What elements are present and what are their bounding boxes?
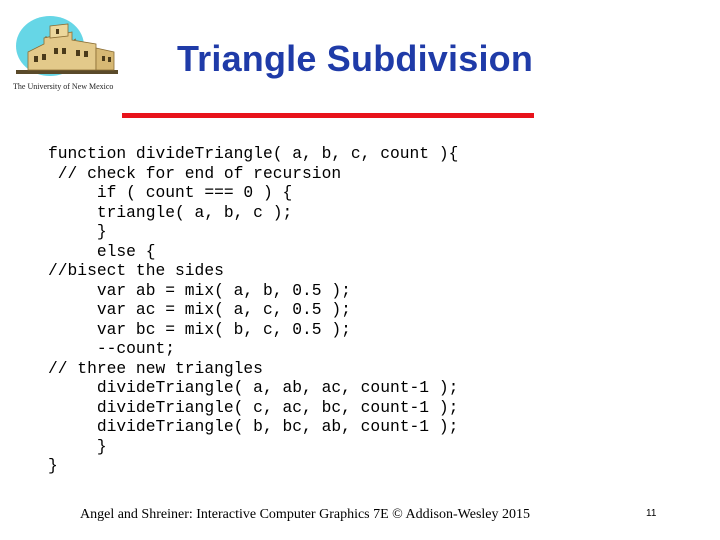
- code-line: else {: [48, 241, 156, 261]
- code-line: function divideTriangle( a, b, c, count ){: [48, 144, 459, 163]
- slide-title: Triangle Subdivision: [176, 38, 534, 79]
- code-line: if ( count === 0 ) {: [48, 183, 293, 202]
- code-line: }: [48, 456, 58, 475]
- page-number: 11: [646, 508, 657, 519]
- code-line: var bc = mix( b, c, 0.5 );: [48, 319, 351, 339]
- code-line: }: [48, 222, 107, 241]
- code-line: divideTriangle( a, ab, ac, count-1 );: [48, 378, 459, 397]
- code-line: var ac = mix( a, c, 0.5 );: [48, 300, 351, 319]
- university-logo: [10, 14, 122, 98]
- title-divider: [122, 113, 534, 118]
- code-line: var ab = mix( a, b, 0.5 );: [48, 280, 351, 300]
- code-line: divideTriangle( b, bc, ab, count-1 );: [48, 417, 459, 436]
- code-line: divideTriangle( c, ac, bc, count-1 );: [48, 397, 459, 417]
- code-line: --count;: [48, 339, 176, 358]
- code-block: [48, 144, 458, 476]
- code-line: }: [48, 436, 107, 456]
- logo-caption: The University of New Mexico: [13, 82, 114, 91]
- footer-credit: Angel and Shreiner: Interactive Computer Graphics 7E © Addison-Wesley 2015: [80, 507, 531, 522]
- university-building-icon: [10, 14, 122, 82]
- code-line: // check for end of recursion: [48, 163, 342, 183]
- code-line: // three new triangles: [48, 358, 263, 378]
- code-line: //bisect the sides: [48, 261, 224, 280]
- code-line: triangle( a, b, c );: [48, 202, 293, 222]
